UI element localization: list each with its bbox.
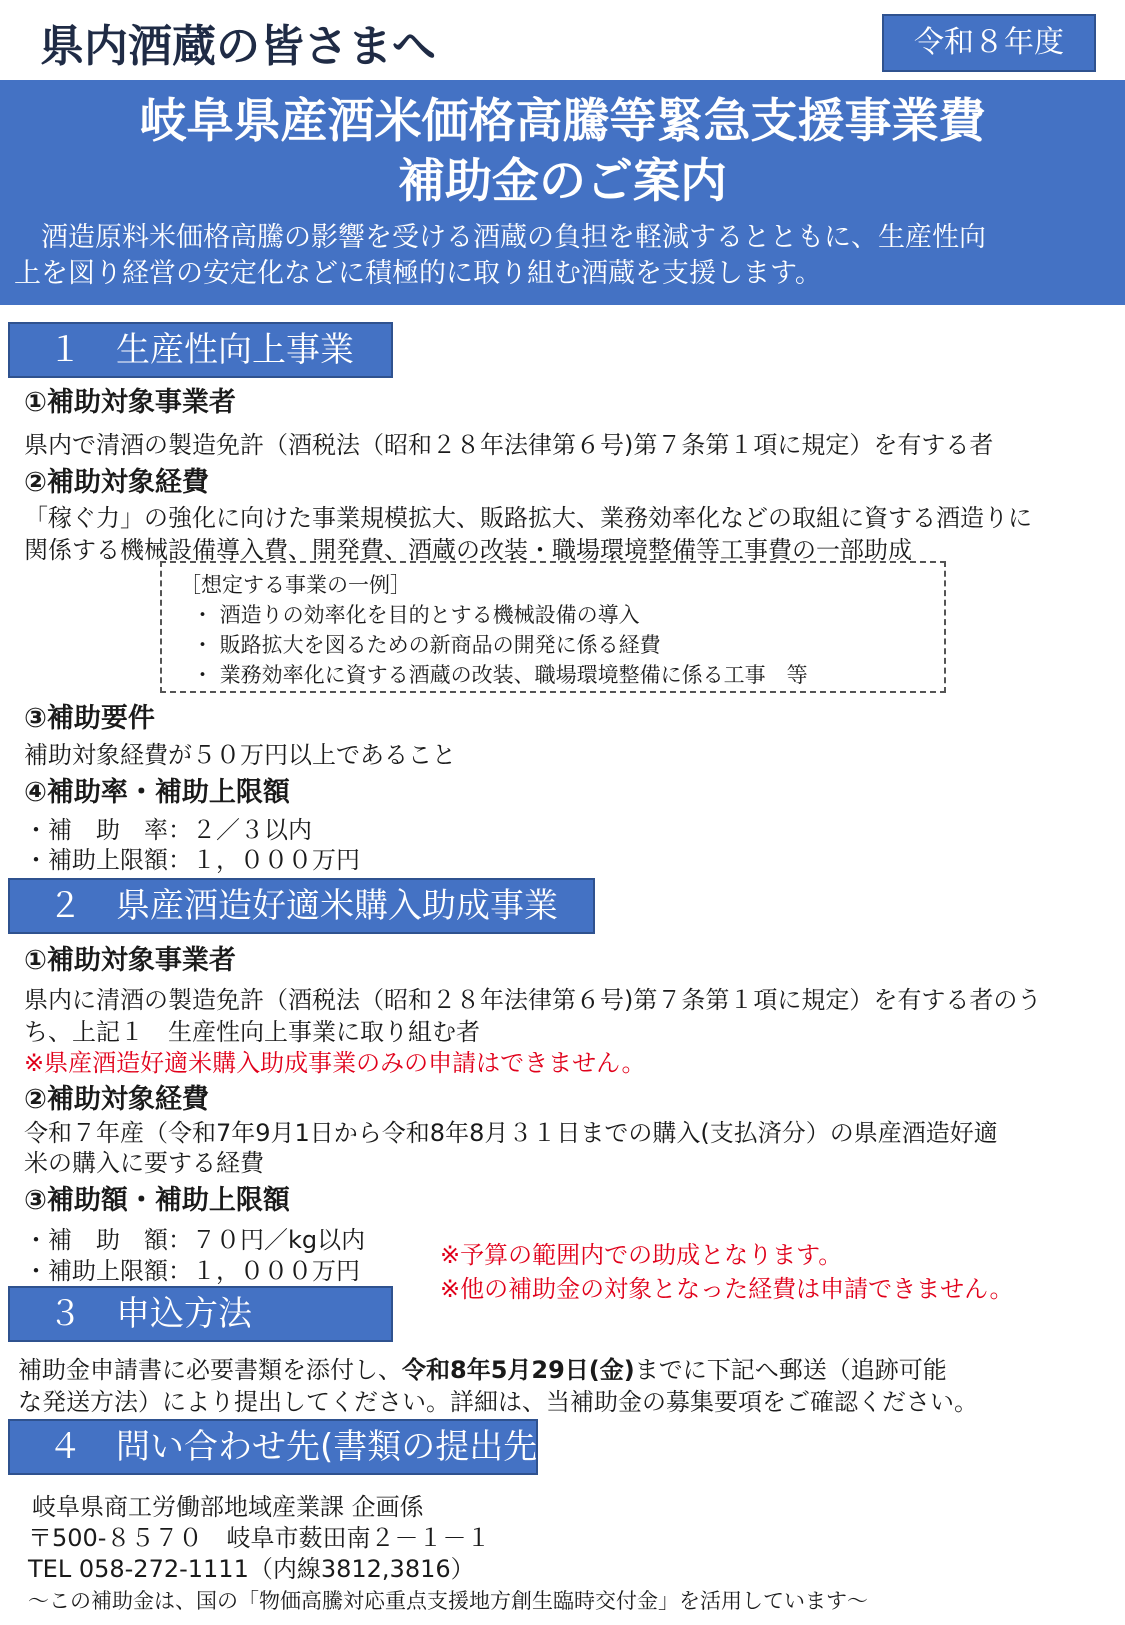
section2-expense-line1: 令和７年産（令和7年9月1日から令和8年8月３１日までの購入(支払済分）の県産酒造好適 — [24, 1119, 998, 1147]
section1-expense-heading: ②補助対象経費 — [24, 467, 209, 498]
section2-eligible-line1: 県内に清酒の製造免許（酒税法（昭和２８年法律第６号)第７条第１項に規定）を有する者のう — [24, 986, 1042, 1014]
application-text-line1 — [18, 1350, 947, 1385]
section2-amount-text: ・補 助 額：７０円／kg以内 — [24, 1226, 366, 1254]
section1-eligible-text: 県内で清酒の製造免許（酒税法（昭和２８年法律第６号)第７条第１項に規定）を有する者 — [24, 431, 994, 459]
contact-office: 岐阜県商工労働部地域産業課 企画係 — [32, 1493, 424, 1521]
section1-heading: １ 生産性向上事業 — [8, 322, 393, 378]
budget-note: ※予算の範囲内での助成となります。 — [440, 1241, 843, 1269]
section2-eligible-line2: ち、上記１ 生産性向上事業に取り組む者 — [24, 1018, 480, 1046]
example-item: ・ 業務効率化に資する酒蔵の改装、職場環境整備に係る工事 等 — [192, 663, 808, 687]
section1-limit-text: ・補助上限額：１，０００万円 — [24, 846, 360, 874]
section1-rate-heading: ④補助率・補助上限額 — [24, 777, 290, 808]
section2-heading: ２ 県産酒造好適米購入助成事業 — [8, 878, 595, 934]
section2-amount-heading: ③補助額・補助上限額 — [24, 1185, 290, 1216]
application-text-after: までに下記へ郵送（追跡可能 — [634, 1356, 947, 1384]
application-deadline: 令和8年5月29日(金) — [402, 1356, 635, 1384]
fiscal-year-badge: 令和８年度 — [882, 14, 1096, 72]
duplicate-subsidy-note: ※他の補助金の対象となった経費は申請できません。 — [440, 1275, 1014, 1303]
main-title-line1: 岐阜県産酒米価格高騰等緊急支援事業費 — [139, 94, 986, 149]
contact-tel: TEL 058-272-1111（内線3812,3816） — [28, 1555, 475, 1583]
example-item: ・ 酒造りの効率化を目的とする機械設備の導入 — [192, 603, 640, 627]
section1-requirement-text: 補助対象経費が５０万円以上であること — [24, 741, 456, 769]
section2-limit-text: ・補助上限額：１，０００万円 — [24, 1257, 360, 1285]
footer-note: ～この補助金は、国の「物価高騰対応重点支援地方創生臨時交付金」を活用しています～ — [28, 1589, 868, 1613]
example-item: ・ 販路拡大を図るための新商品の開発に係る経費 — [192, 633, 661, 657]
section1-expense-line1: 「稼ぐ力」の強化に向けた事業規模拡大、販路拡大、業務効率化などの取組に資する酒造りに — [24, 504, 1032, 532]
example-projects-box — [160, 561, 946, 693]
section2-eligible-note: ※県産酒造好適米購入助成事業のみの申請はできません。 — [24, 1049, 646, 1077]
lead-text-line1: 酒造原料米価格高騰の影響を受ける酒蔵の負担を軽減するとともに、生産性向 — [14, 222, 986, 253]
application-text-before: 補助金申請書に必要書類を添付し、 — [18, 1356, 402, 1384]
lead-text-line2: 上を図り経営の安定化などに積極的に取り組む酒蔵を支援します。 — [14, 258, 822, 289]
greeting-title: 県内酒蔵の皆さまへ — [40, 21, 436, 72]
title-banner — [0, 80, 1125, 305]
section1-expense-line2: 関係する機械設備導入費、開発費、酒蔵の改装・職場環境整備等工事費の一部助成 — [24, 536, 912, 564]
section2-eligible-heading: ①補助対象事業者 — [24, 945, 236, 976]
section1-requirement-heading: ③補助要件 — [24, 703, 155, 734]
example-projects-title: ［想定する事業の一例］ — [180, 573, 411, 597]
main-title-line2: 補助金のご案内 — [398, 154, 727, 209]
section2-expense-line2: 米の購入に要する経費 — [24, 1149, 264, 1177]
section1-rate-text: ・補 助 率：２／３以内 — [24, 816, 312, 844]
application-text-line2: な発送方法）により提出してください。詳細は、当補助金の募集要項をご確認ください。 — [18, 1388, 978, 1416]
contact-address: 〒500-８５７０ 岐阜市薮田南２－１－１ — [28, 1524, 491, 1552]
section1-eligible-heading: ①補助対象事業者 — [24, 387, 236, 418]
section3-heading: ３ 申込方法 — [8, 1286, 393, 1342]
section2-expense-heading: ②補助対象経費 — [24, 1084, 209, 1115]
section4-heading: ４ 問い合わせ先(書類の提出先) — [8, 1419, 538, 1475]
